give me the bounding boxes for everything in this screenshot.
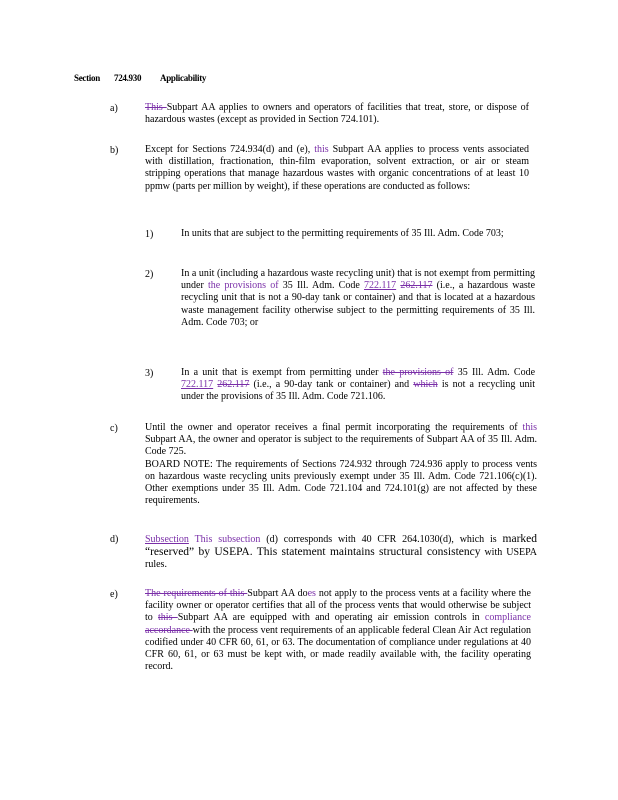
- text-run: (d) corresponds with 40 CFR 264.1030(d), which is: [260, 534, 503, 545]
- section-header: [74, 73, 206, 83]
- item-b2-text: [181, 268, 535, 329]
- deleted-text: accordance: [145, 624, 193, 636]
- inserted-text: compliance: [484, 612, 531, 624]
- text-run: Subpart AA do: [247, 588, 308, 599]
- item-b3-label: 3): [145, 368, 154, 379]
- board-note: BOARD NOTE: The requirements of Sections 724.932 through 724.936 apply to process vents on hazardous waste recycling units previously exempt under 35 Ill. Adm. Code 721.106(c)(1). Other exemptions under 35 Ill. Adm. Code 721.104 and 724.101(g) are not affected by these requirements.: [145, 458, 537, 507]
- subsection-a-text: [145, 102, 529, 126]
- text-run: In a unit (including a hazardous waste recycling unit) that is not exempt from permitting under: [181, 268, 535, 292]
- subsection-c-label: c): [110, 423, 118, 434]
- text-run: is not a recycling unit under the provisions of 35 Ill. Adm. Code 721.106.: [181, 379, 536, 403]
- section-title: Applicability: [160, 73, 207, 83]
- item-b1-text: In units that are subject to the permitting requirements of 35 Ill. Adm. Code 703;: [181, 228, 504, 239]
- section-number: 724.930: [114, 73, 142, 83]
- deleted-text: 262.117: [217, 379, 250, 391]
- text-run: Subpart AA are equipped with and operating air emission controls in: [177, 612, 485, 624]
- subsection-e-text: [145, 588, 531, 673]
- deleted-text: 262.117: [400, 280, 433, 292]
- section-word: Section: [74, 73, 100, 83]
- deleted-text: This: [145, 102, 167, 113]
- deleted-text: this: [158, 612, 178, 624]
- inserted-text: es: [307, 588, 316, 599]
- text-run: Subpart AA applies to owners and operators of facilities that treat, store, or dispose of hazardous wastes (except as provided in Section 724.101).: [145, 102, 529, 126]
- inserted-text: Subsection: [145, 534, 189, 545]
- inserted-text: 722.117: [363, 280, 397, 292]
- subsection-e-label: e): [110, 589, 118, 600]
- inserted-text: the provisions of: [207, 280, 279, 292]
- inserted-text: this: [522, 422, 537, 433]
- subsection-d-label: d): [110, 534, 119, 545]
- inserted-text: this: [314, 144, 329, 155]
- text-run: Subpart AA applies to process vents associated with distillation, fractionation, thin-film evaporation, solvent extraction, or air or steam stripping operations that manage hazardous wastes with organic concentrations of at least 10 ppmw (parts per million by weight), if these operations are conducted as follows:: [145, 144, 529, 192]
- text-run: 35 Ill. Adm. Code: [278, 280, 364, 292]
- deleted-text: which: [413, 379, 438, 391]
- inserted-text: This subsection: [194, 534, 261, 545]
- item-b3-text: [181, 367, 535, 404]
- deleted-text: the provisions of: [382, 367, 454, 378]
- deleted-text: The requirements of this: [145, 588, 248, 599]
- inserted-text: 722.117: [181, 379, 214, 391]
- text-run: 35 Ill. Adm. Code: [453, 367, 536, 378]
- subsection-c-text: [145, 422, 537, 507]
- text-run: with USEPA rules.: [145, 547, 537, 571]
- item-b2-label: 2): [145, 269, 154, 280]
- text-run: Subpart AA, the owner and operator is subject to the requirements of Subpart AA of 35 Ill. Adm. Code 725.: [145, 434, 537, 458]
- text-run: not apply to the process vents at a facility where the facility owner or operator certifies that all of the process vents that would otherwise be subject to: [145, 588, 531, 624]
- text-run: Except for Sections 724.934(d) and (e),: [145, 144, 315, 155]
- item-b1-label: 1): [145, 229, 154, 240]
- text-run: marked “reserved” by USEPA. This statement maintains structural consistency: [145, 533, 537, 559]
- subsection-b-text: [145, 144, 529, 193]
- text-run: (i.e., a 90-day tank or container) and: [249, 379, 414, 391]
- subsection-b-label: b): [110, 145, 119, 156]
- text-run: In a unit that is exempt from permitting under: [181, 367, 383, 378]
- text-run: (i.e., a hazardous waste recycling unit that is not a 90-day tank or container) and that is located at a hazardous waste management facility otherwise subject to the permitting requirements of 35 Ill. Adm. Code 703; or: [181, 280, 536, 328]
- text-run: with the process vent requirements of an applicable federal Clean Air Act regulation codified under 40 CFR 60, 61, or 63. The documentation of compliance under regulations at 40 CFR 60, 61, or 63 must be kept with, or made readily available with, the facility operating record.: [145, 624, 531, 673]
- subsection-a-label: a): [110, 103, 118, 114]
- subsection-d-text: [145, 533, 537, 572]
- text-run: Until the owner and operator receives a final permit incorporating the requirements of: [145, 422, 523, 433]
